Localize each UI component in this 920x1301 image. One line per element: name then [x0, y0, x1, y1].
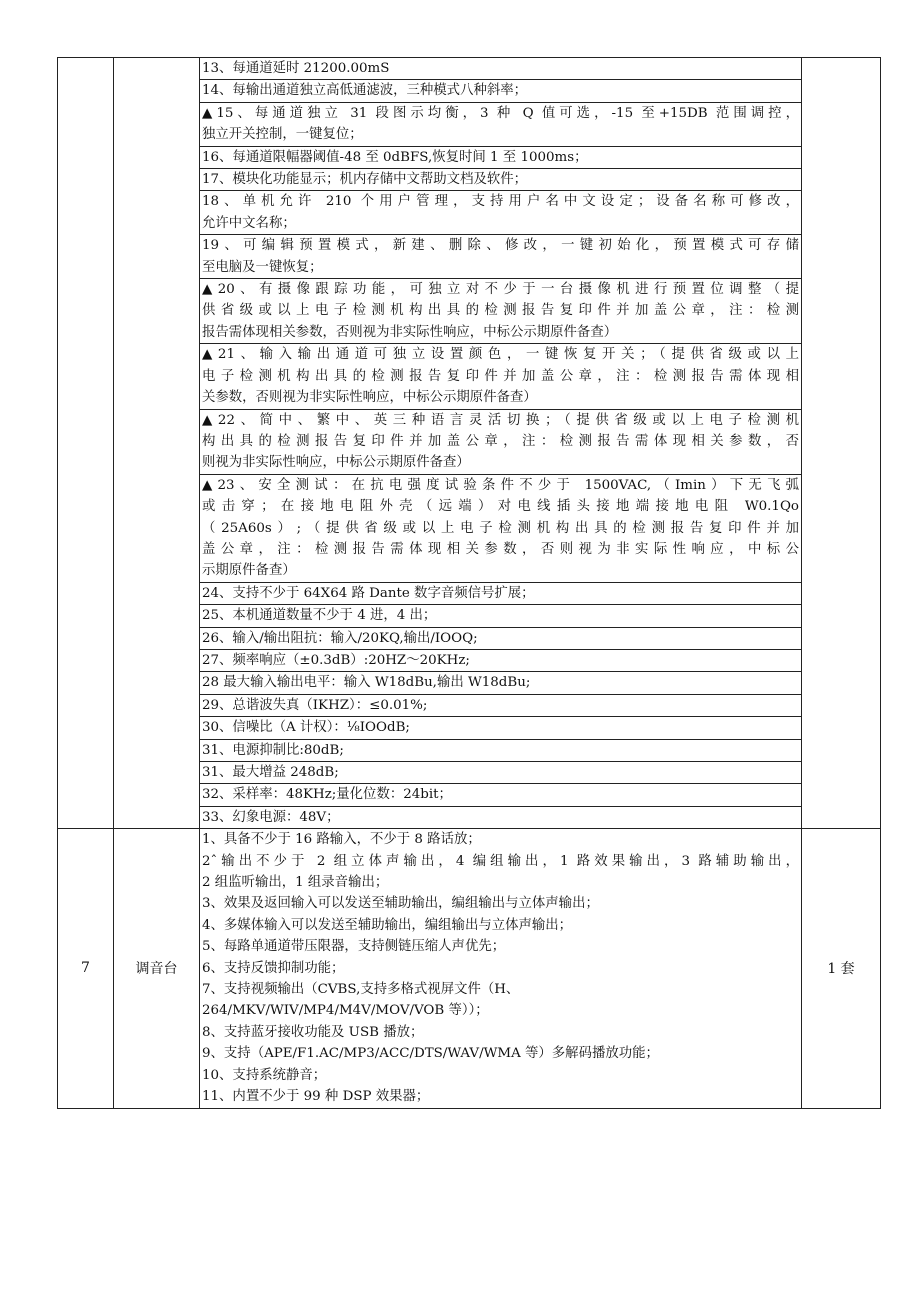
spec-line: 10、支持系统静音； — [202, 1067, 327, 1083]
spec-line: 3、效果及返回输入可以发送至辅助输出，编组输出与立体声输出； — [202, 896, 599, 912]
spec-line: ▲15、每通道独立 31 段图示均衡，3 种 Q 值可选，-15 至+15DB 范围调控， — [202, 105, 799, 121]
spec-line: 17、模块化功能显示；机内存储中文帮助文档及软件； — [200, 169, 801, 191]
item-spec — [200, 58, 802, 829]
spec-line: 13、每通道延时 21200.00mS — [200, 58, 801, 80]
item-quantity: 1 套 — [802, 829, 881, 1108]
spec-line: 30、信噪比（A 计权）：⅛IOOdB; — [200, 717, 801, 739]
item-name: 调音台 — [114, 829, 200, 1108]
spec-line: 4、多媒体输入可以发送至辅助输出，编组输出与立体声输出； — [202, 917, 573, 933]
spec-line: 至电脑及一键恢复； — [200, 257, 801, 279]
spec-line: 构出具的检测报告复印件并加盖公章，注：检测报告需体现相关参数，否 — [202, 433, 799, 449]
spec-line: 关参数，否则视为非实际性响应，中标公示期原件备查） — [200, 387, 801, 409]
spec-line: 电子检测机构出具的检测报告复印件并加盖公章，注：检测报告需体现相 — [202, 368, 799, 384]
spec-line: 24、支持不少于 64X64 路 Dante 数字音频信号扩展； — [200, 583, 801, 605]
spec-line: 28 最大输入输出电平：输入 W18dBu,输出 W18dBu; — [200, 672, 801, 694]
spec-line: （25A60s）;（提供省级或以上电子检测机构出具的检测报告复印件并加 — [202, 520, 799, 536]
item-name — [114, 58, 200, 829]
spec-line: 8、支持蓝牙接收功能及 USB 播放； — [202, 1024, 424, 1040]
spec-line: 则视为非实际性响应，中标公示期原件备查） — [200, 452, 801, 474]
item-number — [58, 58, 114, 829]
spec-line: 允许中文名称； — [200, 213, 801, 235]
spec-line: 2 组监听输出，1 组录音输出； — [202, 875, 389, 891]
spec-line: 2ˆ输出不少于 2 组立体声输出，4 编组输出，1 路效果输出，3 路辅助输出， — [202, 853, 799, 869]
spec-line: 9、支持（APE/F1.AC/MP3/ACC/DTS/WAV/WMA 等）多解码播放功能； — [202, 1046, 659, 1062]
spec-line: 19、可编辑预置模式，新建、删除、修改，一键初始化，预置模式可存储 — [202, 238, 799, 254]
table-row — [58, 58, 881, 829]
spec-line: 32、采样率：48KHz;量化位数：24bit； — [200, 784, 801, 806]
item-spec — [200, 829, 802, 1108]
spec-line: 33、幻象电源：48V； — [202, 809, 340, 825]
spec-line: 6、支持反馈抑制功能； — [202, 960, 345, 976]
spec-line: 27、频率响应（±0.3dB）:20HZ～20KHz; — [200, 650, 801, 672]
spec-line: 31、电源抑制比:80dB; — [200, 740, 801, 762]
spec-line: 31、最大增益 248dB; — [200, 762, 801, 784]
spec-line: 25、本机通道数量不少于 4 进，4 出； — [200, 605, 801, 627]
spec-line: 29、总谐波失真（IKHZ）：≤0.01%; — [200, 695, 801, 717]
spec-line: 7、支持视频输出（CVBS,支持多格式视屏文件（H、 — [202, 982, 520, 998]
spec-line: ▲23、安全测试：在抗电强度试验条件不少于 1500VAC,（Imin）下无飞弧 — [202, 477, 799, 493]
item-quantity — [802, 58, 881, 829]
spec-line: 14、每输出通道独立高低通滤波，三种模式八种斜率； — [200, 80, 801, 102]
spec-table — [57, 57, 881, 1109]
table-row — [58, 829, 881, 1108]
spec-line: 11、内置不少于 99 种 DSP 效果器； — [202, 1089, 430, 1105]
spec-line: 报告需体现相关参数，否则视为非实际性响应，中标公示期原件备查） — [200, 322, 801, 344]
spec-line: ▲22、简中、繁中、英三种语言灵活切换；（提供省级或以上电子检测机 — [202, 412, 799, 428]
spec-table-body — [58, 58, 881, 1109]
spec-line: 供省级或以上电子检测机构出具的检测报告复印件并加盖公章，注：检测 — [202, 303, 799, 319]
spec-line: 或击穿；在接地电阻外壳（远端）对电线插头接地端接地电阻 W0.1Qo — [202, 499, 799, 515]
spec-line: 26、输入/输出阻抗：输入/20KQ,输出/IOOQ; — [200, 628, 801, 650]
spec-line: 盖公章，注：检测报告需体现相关参数，否则视为非实际性响应，中标公 — [202, 541, 799, 557]
spec-line: 5、每路单通道带压限器，支持侧链压缩人声优先； — [202, 939, 506, 955]
spec-line: 264/MKV/WIV/MP4/M4V/MOV/VOB 等））； — [202, 1003, 489, 1019]
spec-line: 18、单机允许 210 个用户管理，支持用户名中文设定；设备名称可修改， — [202, 194, 799, 210]
spec-line: 16、每通道限幅器阈值-48 至 0dBFS,恢复时间 1 至 1000ms； — [200, 147, 801, 169]
spec-line: 1、具备不少于 16 路输入，不少于 8 路话放； — [202, 832, 481, 848]
spec-line: ▲20、有摄像跟踪功能，可独立对不少于一台摄像机进行预置位调整（提 — [202, 282, 799, 298]
item-number: 7 — [58, 829, 114, 1108]
spec-line: 独立开关控制，一键复位； — [200, 124, 801, 146]
spec-line: ▲21、输入输出通道可独立设置颜色，一键恢复开关；（提供省级或以上 — [202, 347, 799, 363]
spec-line: 示期原件备查） — [200, 560, 801, 582]
